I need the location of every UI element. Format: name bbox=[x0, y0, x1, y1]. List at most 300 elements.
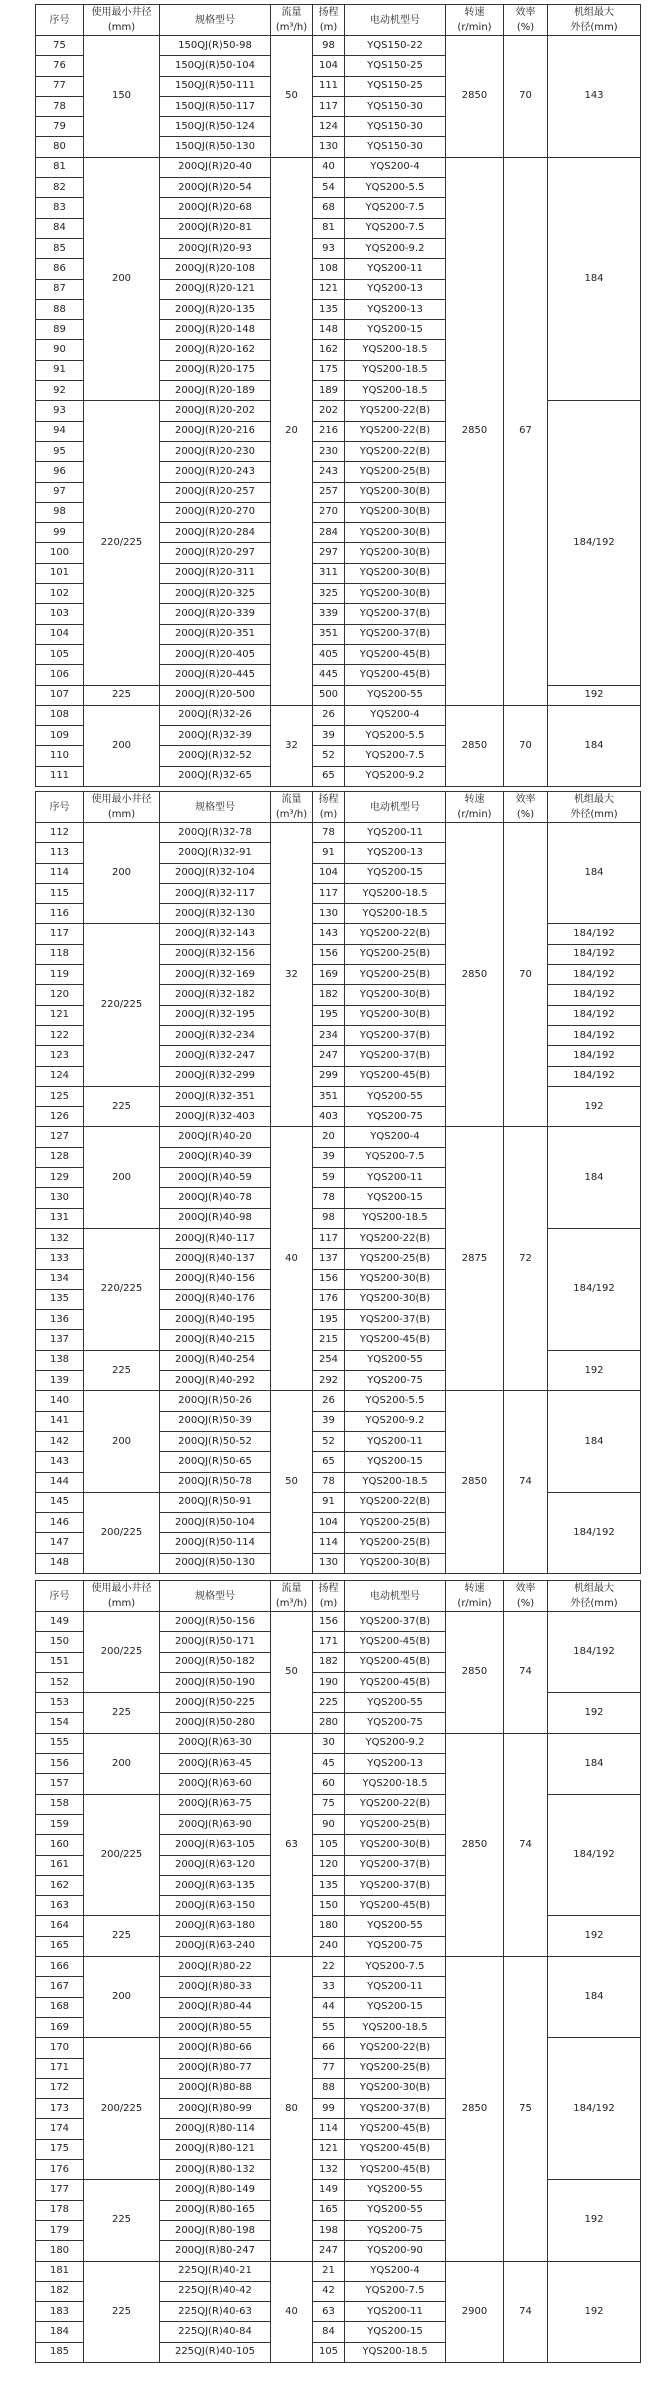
row-number: 82 bbox=[36, 178, 84, 198]
motor-model: YQS200-9.2 bbox=[345, 1733, 446, 1753]
motor-model: YQS200-55 bbox=[345, 1916, 446, 1936]
row-number: 88 bbox=[36, 299, 84, 319]
flow-rate: 50 bbox=[271, 36, 313, 158]
pump-head: 351 bbox=[313, 624, 345, 644]
motor-model: YQS200-9.2 bbox=[345, 766, 446, 786]
motor-model: YQS150-30 bbox=[345, 117, 446, 137]
row-number: 185 bbox=[36, 2342, 84, 2362]
min-well-diameter: 200 bbox=[84, 1957, 160, 2038]
model-spec: 150QJ(R)50-111 bbox=[160, 76, 271, 96]
pump-head: 78 bbox=[313, 1472, 345, 1492]
motor-model: YQS200-75 bbox=[345, 2220, 446, 2240]
flow-rate: 50 bbox=[271, 1391, 313, 1574]
motor-model: YQS200-30(B) bbox=[345, 584, 446, 604]
max-outer-diameter: 184/192 bbox=[548, 1228, 641, 1350]
pump-head: 195 bbox=[313, 1005, 345, 1025]
pump-head: 202 bbox=[313, 401, 345, 421]
pump-head: 54 bbox=[313, 178, 345, 198]
min-well-diameter: 200 bbox=[84, 157, 160, 401]
row-number: 128 bbox=[36, 1147, 84, 1167]
pump-head: 84 bbox=[313, 2322, 345, 2342]
model-spec: 200QJ(R)50-280 bbox=[160, 1713, 271, 1733]
pump-head: 93 bbox=[313, 238, 345, 258]
row-number: 103 bbox=[36, 604, 84, 624]
max-outer-diameter: 184/192 bbox=[548, 965, 641, 985]
min-well-diameter: 200 bbox=[84, 823, 160, 924]
motor-model: YQS150-22 bbox=[345, 36, 446, 56]
pump-head: 108 bbox=[313, 259, 345, 279]
row-number: 170 bbox=[36, 2038, 84, 2058]
model-spec: 200QJ(R)80-132 bbox=[160, 2160, 271, 2180]
motor-model: YQS150-30 bbox=[345, 96, 446, 116]
row-number: 149 bbox=[36, 1612, 84, 1632]
row-number: 85 bbox=[36, 238, 84, 258]
pump-head: 143 bbox=[313, 924, 345, 944]
motor-model: YQS150-25 bbox=[345, 56, 446, 76]
motor-model: YQS200-18.5 bbox=[345, 1472, 446, 1492]
model-spec: 200QJ(R)20-108 bbox=[160, 259, 271, 279]
motor-model: YQS200-75 bbox=[345, 1713, 446, 1733]
model-spec: 200QJ(R)40-78 bbox=[160, 1188, 271, 1208]
pump-head: 65 bbox=[313, 1452, 345, 1472]
motor-model: YQS200-15 bbox=[345, 1188, 446, 1208]
table-row bbox=[36, 1916, 641, 1936]
motor-model: YQS200-9.2 bbox=[345, 1411, 446, 1431]
pump-head: 135 bbox=[313, 299, 345, 319]
model-spec: 200QJ(R)20-325 bbox=[160, 584, 271, 604]
model-spec: 200QJ(R)32-182 bbox=[160, 985, 271, 1005]
motor-model: YQS200-30(B) bbox=[345, 1289, 446, 1309]
column-header: 转速 (r/min) bbox=[446, 792, 504, 823]
max-outer-diameter: 192 bbox=[548, 685, 641, 705]
pump-head: 169 bbox=[313, 965, 345, 985]
efficiency: 75 bbox=[504, 1957, 548, 2261]
model-spec: 200QJ(R)50-114 bbox=[160, 1533, 271, 1553]
pump-head: 405 bbox=[313, 644, 345, 664]
column-header: 转速 (r/min) bbox=[446, 1581, 504, 1612]
model-spec: 200QJ(R)20-405 bbox=[160, 644, 271, 664]
min-well-diameter: 225 bbox=[84, 1916, 160, 1957]
model-spec: 200QJ(R)20-351 bbox=[160, 624, 271, 644]
pump-head: 195 bbox=[313, 1310, 345, 1330]
min-well-diameter: 200/225 bbox=[84, 1794, 160, 1916]
model-spec: 200QJ(R)50-26 bbox=[160, 1391, 271, 1411]
row-number: 97 bbox=[36, 482, 84, 502]
min-well-diameter: 225 bbox=[84, 1693, 160, 1734]
row-number: 153 bbox=[36, 1693, 84, 1713]
table-row bbox=[36, 924, 641, 944]
pump-head: 132 bbox=[313, 2160, 345, 2180]
pump-head: 104 bbox=[313, 1513, 345, 1533]
pump-head: 39 bbox=[313, 1147, 345, 1167]
motor-model: YQS200-30(B) bbox=[345, 563, 446, 583]
model-spec: 225QJ(R)40-105 bbox=[160, 2342, 271, 2362]
motor-model: YQS200-55 bbox=[345, 1350, 446, 1370]
row-number: 158 bbox=[36, 1794, 84, 1814]
row-number: 152 bbox=[36, 1672, 84, 1692]
motor-model: YQS200-18.5 bbox=[345, 340, 446, 360]
model-spec: 200QJ(R)40-195 bbox=[160, 1310, 271, 1330]
row-number: 119 bbox=[36, 965, 84, 985]
column-header: 效率 (%) bbox=[504, 792, 548, 823]
model-spec: 200QJ(R)40-39 bbox=[160, 1147, 271, 1167]
row-number: 123 bbox=[36, 1046, 84, 1066]
efficiency: 70 bbox=[504, 36, 548, 158]
model-spec: 200QJ(R)20-500 bbox=[160, 685, 271, 705]
row-number: 159 bbox=[36, 1814, 84, 1834]
min-well-diameter: 225 bbox=[84, 2261, 160, 2362]
pump-head: 149 bbox=[313, 2180, 345, 2200]
row-number: 117 bbox=[36, 924, 84, 944]
motor-model: YQS200-25(B) bbox=[345, 965, 446, 985]
model-spec: 200QJ(R)63-30 bbox=[160, 1733, 271, 1753]
motor-model: YQS200-45(B) bbox=[345, 1330, 446, 1350]
pump-head: 114 bbox=[313, 2119, 345, 2139]
row-number: 162 bbox=[36, 1875, 84, 1895]
motor-model: YQS200-7.5 bbox=[345, 198, 446, 218]
motor-model: YQS200-30(B) bbox=[345, 1835, 446, 1855]
rotation-speed: 2850 bbox=[446, 1612, 504, 1734]
pump-head: 176 bbox=[313, 1289, 345, 1309]
pump-head: 63 bbox=[313, 2302, 345, 2322]
min-well-diameter: 225 bbox=[84, 1350, 160, 1391]
pump-head: 45 bbox=[313, 1754, 345, 1774]
min-well-diameter: 200 bbox=[84, 1391, 160, 1492]
pump-head: 30 bbox=[313, 1733, 345, 1753]
table-row bbox=[36, 1612, 641, 1632]
max-outer-diameter: 184/192 bbox=[548, 1794, 641, 1916]
model-spec: 200QJ(R)32-169 bbox=[160, 965, 271, 985]
pump-head: 22 bbox=[313, 1957, 345, 1977]
row-number: 140 bbox=[36, 1391, 84, 1411]
pump-head: 114 bbox=[313, 1533, 345, 1553]
pump-head: 403 bbox=[313, 1107, 345, 1127]
model-spec: 225QJ(R)40-21 bbox=[160, 2261, 271, 2281]
pump-head: 99 bbox=[313, 2099, 345, 2119]
motor-model: YQS200-18.5 bbox=[345, 883, 446, 903]
pump-head: 247 bbox=[313, 1046, 345, 1066]
pump-head: 130 bbox=[313, 1553, 345, 1573]
row-number: 89 bbox=[36, 320, 84, 340]
row-number: 184 bbox=[36, 2322, 84, 2342]
pump-head: 39 bbox=[313, 1411, 345, 1431]
model-spec: 200QJ(R)32-78 bbox=[160, 823, 271, 843]
motor-model: YQS200-4 bbox=[345, 1127, 446, 1147]
motor-model: YQS200-11 bbox=[345, 2302, 446, 2322]
row-number: 107 bbox=[36, 685, 84, 705]
rotation-speed: 2850 bbox=[446, 1733, 504, 1956]
row-number: 177 bbox=[36, 2180, 84, 2200]
model-spec: 200QJ(R)20-189 bbox=[160, 381, 271, 401]
row-number: 93 bbox=[36, 401, 84, 421]
row-number: 138 bbox=[36, 1350, 84, 1370]
motor-model: YQS200-22(B) bbox=[345, 1492, 446, 1512]
motor-model: YQS200-5.5 bbox=[345, 1391, 446, 1411]
min-well-diameter: 200 bbox=[84, 705, 160, 786]
row-number: 169 bbox=[36, 2017, 84, 2037]
motor-model: YQS200-45(B) bbox=[345, 1632, 446, 1652]
pump-head: 198 bbox=[313, 2220, 345, 2240]
rotation-speed: 2850 bbox=[446, 1957, 504, 2261]
row-number: 100 bbox=[36, 543, 84, 563]
model-spec: 200QJ(R)32-234 bbox=[160, 1025, 271, 1045]
column-header: 效率 (%) bbox=[504, 1581, 548, 1612]
row-number: 109 bbox=[36, 726, 84, 746]
pump-head: 135 bbox=[313, 1875, 345, 1895]
model-spec: 200QJ(R)32-26 bbox=[160, 705, 271, 725]
row-number: 183 bbox=[36, 2302, 84, 2322]
row-number: 94 bbox=[36, 421, 84, 441]
row-number: 136 bbox=[36, 1310, 84, 1330]
motor-model: YQS200-13 bbox=[345, 299, 446, 319]
row-number: 124 bbox=[36, 1066, 84, 1086]
model-spec: 200QJ(R)20-121 bbox=[160, 279, 271, 299]
row-number: 160 bbox=[36, 1835, 84, 1855]
table-row bbox=[36, 705, 641, 725]
row-number: 112 bbox=[36, 823, 84, 843]
pump-head: 234 bbox=[313, 1025, 345, 1045]
model-spec: 200QJ(R)40-215 bbox=[160, 1330, 271, 1350]
motor-model: YQS200-37(B) bbox=[345, 1310, 446, 1330]
column-header: 电动机型号 bbox=[345, 1581, 446, 1612]
model-spec: 200QJ(R)40-156 bbox=[160, 1269, 271, 1289]
max-outer-diameter: 192 bbox=[548, 1086, 641, 1127]
pump-head: 60 bbox=[313, 1774, 345, 1794]
motor-model: YQS200-37(B) bbox=[345, 604, 446, 624]
row-number: 129 bbox=[36, 1168, 84, 1188]
efficiency: 74 bbox=[504, 1391, 548, 1574]
pump-head: 182 bbox=[313, 1652, 345, 1672]
max-outer-diameter: 192 bbox=[548, 1916, 641, 1957]
motor-model: YQS200-30(B) bbox=[345, 482, 446, 502]
row-number: 76 bbox=[36, 56, 84, 76]
pump-head: 171 bbox=[313, 1632, 345, 1652]
max-outer-diameter: 184/192 bbox=[548, 985, 641, 1005]
min-well-diameter: 220/225 bbox=[84, 924, 160, 1086]
pump-head: 55 bbox=[313, 2017, 345, 2037]
row-number: 105 bbox=[36, 644, 84, 664]
motor-model: YQS200-37(B) bbox=[345, 2099, 446, 2119]
pump-head: 339 bbox=[313, 604, 345, 624]
motor-model: YQS200-4 bbox=[345, 2261, 446, 2281]
model-spec: 150QJ(R)50-117 bbox=[160, 96, 271, 116]
model-spec: 200QJ(R)63-90 bbox=[160, 1814, 271, 1834]
max-outer-diameter: 184 bbox=[548, 157, 641, 401]
motor-model: YQS200-37(B) bbox=[345, 1855, 446, 1875]
row-number: 171 bbox=[36, 2058, 84, 2078]
model-spec: 200QJ(R)80-55 bbox=[160, 2017, 271, 2037]
row-number: 99 bbox=[36, 523, 84, 543]
row-number: 120 bbox=[36, 985, 84, 1005]
table-row bbox=[36, 1228, 641, 1248]
column-header: 使用最小井径 (mm) bbox=[84, 792, 160, 823]
pump-head: 121 bbox=[313, 279, 345, 299]
model-spec: 225QJ(R)40-63 bbox=[160, 2302, 271, 2322]
column-header: 序号 bbox=[36, 792, 84, 823]
motor-model: YQS200-22(B) bbox=[345, 2038, 446, 2058]
motor-model: YQS200-7.5 bbox=[345, 1957, 446, 1977]
min-well-diameter: 225 bbox=[84, 2180, 160, 2261]
pump-head: 500 bbox=[313, 685, 345, 705]
min-well-diameter: 225 bbox=[84, 1086, 160, 1127]
table-row bbox=[36, 157, 641, 177]
motor-model: YQS200-45(B) bbox=[345, 1652, 446, 1672]
rotation-speed: 2850 bbox=[446, 157, 504, 705]
row-number: 84 bbox=[36, 218, 84, 238]
table-row bbox=[36, 2180, 641, 2200]
column-header: 扬程 (m) bbox=[313, 5, 345, 36]
row-number: 147 bbox=[36, 1533, 84, 1553]
efficiency: 72 bbox=[504, 1127, 548, 1391]
pump-head: 124 bbox=[313, 117, 345, 137]
model-spec: 200QJ(R)32-65 bbox=[160, 766, 271, 786]
pump-head: 52 bbox=[313, 746, 345, 766]
row-number: 104 bbox=[36, 624, 84, 644]
pump-head: 91 bbox=[313, 843, 345, 863]
model-spec: 200QJ(R)50-52 bbox=[160, 1431, 271, 1451]
motor-model: YQS200-25(B) bbox=[345, 1533, 446, 1553]
model-spec: 200QJ(R)80-99 bbox=[160, 2099, 271, 2119]
motor-model: YQS200-7.5 bbox=[345, 746, 446, 766]
motor-model: YQS200-25(B) bbox=[345, 1513, 446, 1533]
max-outer-diameter: 184/192 bbox=[548, 1046, 641, 1066]
row-number: 172 bbox=[36, 2078, 84, 2098]
row-number: 114 bbox=[36, 863, 84, 883]
model-spec: 200QJ(R)40-20 bbox=[160, 1127, 271, 1147]
pump-head: 98 bbox=[313, 36, 345, 56]
pump-head: 240 bbox=[313, 1936, 345, 1956]
row-number: 134 bbox=[36, 1269, 84, 1289]
max-outer-diameter: 143 bbox=[548, 36, 641, 158]
pump-head: 254 bbox=[313, 1350, 345, 1370]
rotation-speed: 2875 bbox=[446, 1127, 504, 1391]
table-row bbox=[36, 1693, 641, 1713]
row-number: 151 bbox=[36, 1652, 84, 1672]
column-header: 规格型号 bbox=[160, 1581, 271, 1612]
max-outer-diameter: 184 bbox=[548, 705, 641, 786]
flow-rate: 40 bbox=[271, 1127, 313, 1391]
model-spec: 200QJ(R)40-292 bbox=[160, 1371, 271, 1391]
row-number: 125 bbox=[36, 1086, 84, 1106]
motor-model: YQS200-37(B) bbox=[345, 1875, 446, 1895]
motor-model: YQS200-7.5 bbox=[345, 1147, 446, 1167]
model-spec: 200QJ(R)32-117 bbox=[160, 883, 271, 903]
model-spec: 200QJ(R)63-240 bbox=[160, 1936, 271, 1956]
max-outer-diameter: 184 bbox=[548, 1957, 641, 2038]
pump-head: 121 bbox=[313, 2139, 345, 2159]
motor-model: YQS200-30(B) bbox=[345, 2078, 446, 2098]
row-number: 145 bbox=[36, 1492, 84, 1512]
motor-model: YQS200-45(B) bbox=[345, 1066, 446, 1086]
row-number: 180 bbox=[36, 2241, 84, 2261]
motor-model: YQS200-55 bbox=[345, 685, 446, 705]
flow-rate: 20 bbox=[271, 157, 313, 705]
spec-table-section-3 bbox=[35, 1580, 641, 2363]
motor-model: YQS200-30(B) bbox=[345, 1005, 446, 1025]
pump-head: 225 bbox=[313, 1693, 345, 1713]
motor-model: YQS200-5.5 bbox=[345, 178, 446, 198]
column-header: 序号 bbox=[36, 5, 84, 36]
pump-head: 230 bbox=[313, 441, 345, 461]
motor-model: YQS200-25(B) bbox=[345, 944, 446, 964]
column-header: 流量 (m³/h) bbox=[271, 792, 313, 823]
max-outer-diameter: 192 bbox=[548, 1350, 641, 1391]
pump-head: 351 bbox=[313, 1086, 345, 1106]
motor-model: YQS200-13 bbox=[345, 843, 446, 863]
row-number: 174 bbox=[36, 2119, 84, 2139]
motor-model: YQS200-30(B) bbox=[345, 985, 446, 1005]
motor-model: YQS200-25(B) bbox=[345, 1249, 446, 1269]
column-header: 扬程 (m) bbox=[313, 1581, 345, 1612]
motor-model: YQS200-55 bbox=[345, 2180, 446, 2200]
motor-model: YQS200-18.5 bbox=[345, 2017, 446, 2037]
model-spec: 200QJ(R)63-75 bbox=[160, 1794, 271, 1814]
pump-head: 189 bbox=[313, 381, 345, 401]
max-outer-diameter: 184/192 bbox=[548, 924, 641, 944]
table-row bbox=[36, 401, 641, 421]
max-outer-diameter: 192 bbox=[548, 1693, 641, 1734]
motor-model: YQS200-45(B) bbox=[345, 1672, 446, 1692]
column-header: 机组最大 外径(mm) bbox=[548, 5, 641, 36]
pump-head: 162 bbox=[313, 340, 345, 360]
motor-model: YQS200-55 bbox=[345, 1693, 446, 1713]
model-spec: 200QJ(R)40-98 bbox=[160, 1208, 271, 1228]
model-spec: 200QJ(R)63-120 bbox=[160, 1855, 271, 1875]
motor-model: YQS200-22(B) bbox=[345, 421, 446, 441]
pump-head: 98 bbox=[313, 1208, 345, 1228]
pump-head: 243 bbox=[313, 462, 345, 482]
model-spec: 150QJ(R)50-98 bbox=[160, 36, 271, 56]
model-spec: 200QJ(R)32-52 bbox=[160, 746, 271, 766]
row-number: 121 bbox=[36, 1005, 84, 1025]
model-spec: 200QJ(R)40-254 bbox=[160, 1350, 271, 1370]
pump-head: 91 bbox=[313, 1492, 345, 1512]
row-number: 122 bbox=[36, 1025, 84, 1045]
row-number: 75 bbox=[36, 36, 84, 56]
model-spec: 200QJ(R)20-243 bbox=[160, 462, 271, 482]
pump-head: 20 bbox=[313, 1127, 345, 1147]
motor-model: YQS200-22(B) bbox=[345, 441, 446, 461]
row-number: 175 bbox=[36, 2139, 84, 2159]
column-header: 扬程 (m) bbox=[313, 792, 345, 823]
efficiency: 70 bbox=[504, 823, 548, 1127]
row-number: 161 bbox=[36, 1855, 84, 1875]
row-number: 139 bbox=[36, 1371, 84, 1391]
model-spec: 200QJ(R)50-78 bbox=[160, 1472, 271, 1492]
model-spec: 200QJ(R)20-339 bbox=[160, 604, 271, 624]
motor-model: YQS200-7.5 bbox=[345, 2281, 446, 2301]
motor-model: YQS200-4 bbox=[345, 705, 446, 725]
max-outer-diameter: 184 bbox=[548, 1733, 641, 1794]
row-number: 156 bbox=[36, 1754, 84, 1774]
model-spec: 200QJ(R)80-88 bbox=[160, 2078, 271, 2098]
min-well-diameter: 200/225 bbox=[84, 1612, 160, 1693]
rotation-speed: 2900 bbox=[446, 2261, 504, 2362]
flow-rate: 40 bbox=[271, 2261, 313, 2362]
motor-model: YQS200-11 bbox=[345, 823, 446, 843]
row-number: 176 bbox=[36, 2160, 84, 2180]
table-row bbox=[36, 2261, 641, 2281]
row-number: 133 bbox=[36, 1249, 84, 1269]
motor-model: YQS200-30(B) bbox=[345, 543, 446, 563]
row-number: 132 bbox=[36, 1228, 84, 1248]
spec-table-section-2 bbox=[35, 791, 641, 1574]
min-well-diameter: 200 bbox=[84, 1127, 160, 1228]
model-spec: 200QJ(R)40-137 bbox=[160, 1249, 271, 1269]
pump-head: 21 bbox=[313, 2261, 345, 2281]
table-row bbox=[36, 1086, 641, 1106]
row-number: 165 bbox=[36, 1936, 84, 1956]
